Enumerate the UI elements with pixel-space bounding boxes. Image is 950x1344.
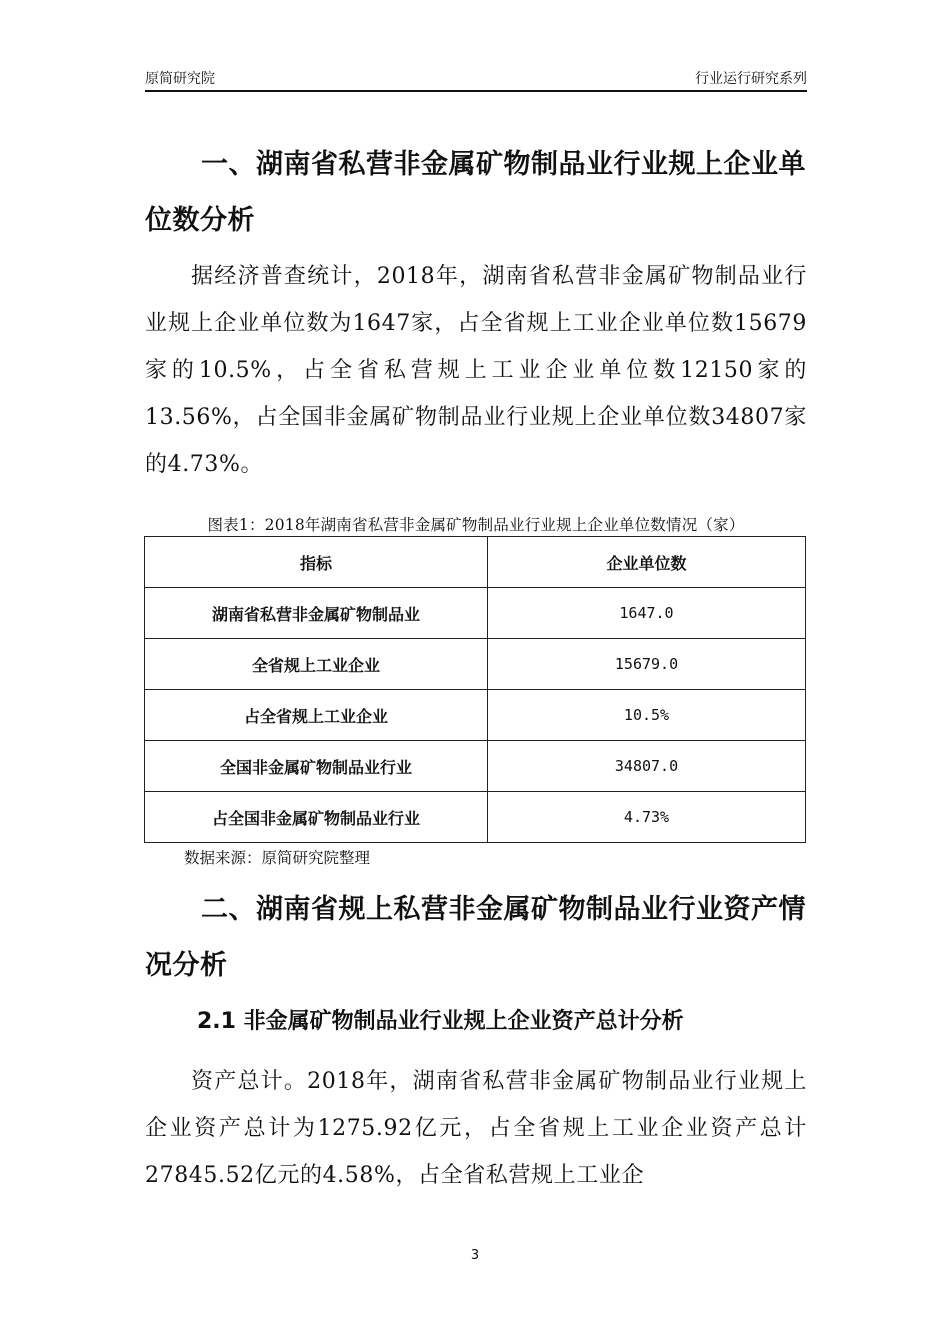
- row-value: 34807.0: [488, 741, 806, 792]
- table-row: [145, 690, 806, 741]
- header-series: 行业运行研究系列: [695, 71, 807, 87]
- table-header-row: [145, 537, 806, 588]
- table-caption: 图表1：2018年湖南省私营非金属矿物制品业行业规上企业单位数情况（家）: [207, 516, 745, 534]
- header-org: 原简研究院: [145, 71, 215, 87]
- section2-paragraph: 资产总计。2018年，湖南省私营非金属矿物制品业行业规上企业资产总计为1275.92亿元，占全省规上工业企业资产总计27845.52亿元的4.58%，占全省私营规上工业企: [145, 1069, 807, 1188]
- section1-title: 一、湖南省私营非金属矿物制品业行业规上企业单位数分析: [145, 149, 806, 236]
- row-value: 15679.0: [488, 639, 806, 690]
- row-value: 10.5%: [488, 690, 806, 741]
- section1-paragraph: 据经济普查统计，2018年，湖南省私营非金属矿物制品业行业规上企业单位数为1647家，占全省规上工业企业单位数15679家的10.5%，占全省私营规上工业企业单位数12150家的13.56%，占全国非金属矿物制品业行业规上企业单位数34807家的4.73%。: [145, 264, 807, 477]
- row-label: 全省规上工业企业: [145, 639, 488, 690]
- row-label: 湖南省私营非金属矿物制品业: [145, 588, 488, 639]
- page-header: [145, 66, 807, 92]
- table-row: [145, 741, 806, 792]
- row-value: 1647.0: [488, 588, 806, 639]
- table-source: 数据来源：原简研究院整理: [184, 849, 371, 867]
- section2-subtitle: 2.1 非金属矿物制品业行业规上企业资产总计分析: [197, 1009, 684, 1034]
- row-value: 4.73%: [488, 792, 806, 843]
- table-row: [145, 588, 806, 639]
- row-label: 全国非金属矿物制品业行业: [145, 741, 488, 792]
- row-label: 占全国非金属矿物制品业行业: [145, 792, 488, 843]
- row-label: 占全省规上工业企业: [145, 690, 488, 741]
- table-row: [145, 639, 806, 690]
- page-number: 3: [470, 1248, 480, 1263]
- unit-count-table: [144, 536, 806, 843]
- col-header-indicator: 指标: [145, 537, 488, 588]
- col-header-count: 企业单位数: [488, 537, 806, 588]
- table-row: [145, 792, 806, 843]
- section2-title: 二、湖南省规上私营非金属矿物制品业行业资产情况分析: [145, 894, 806, 981]
